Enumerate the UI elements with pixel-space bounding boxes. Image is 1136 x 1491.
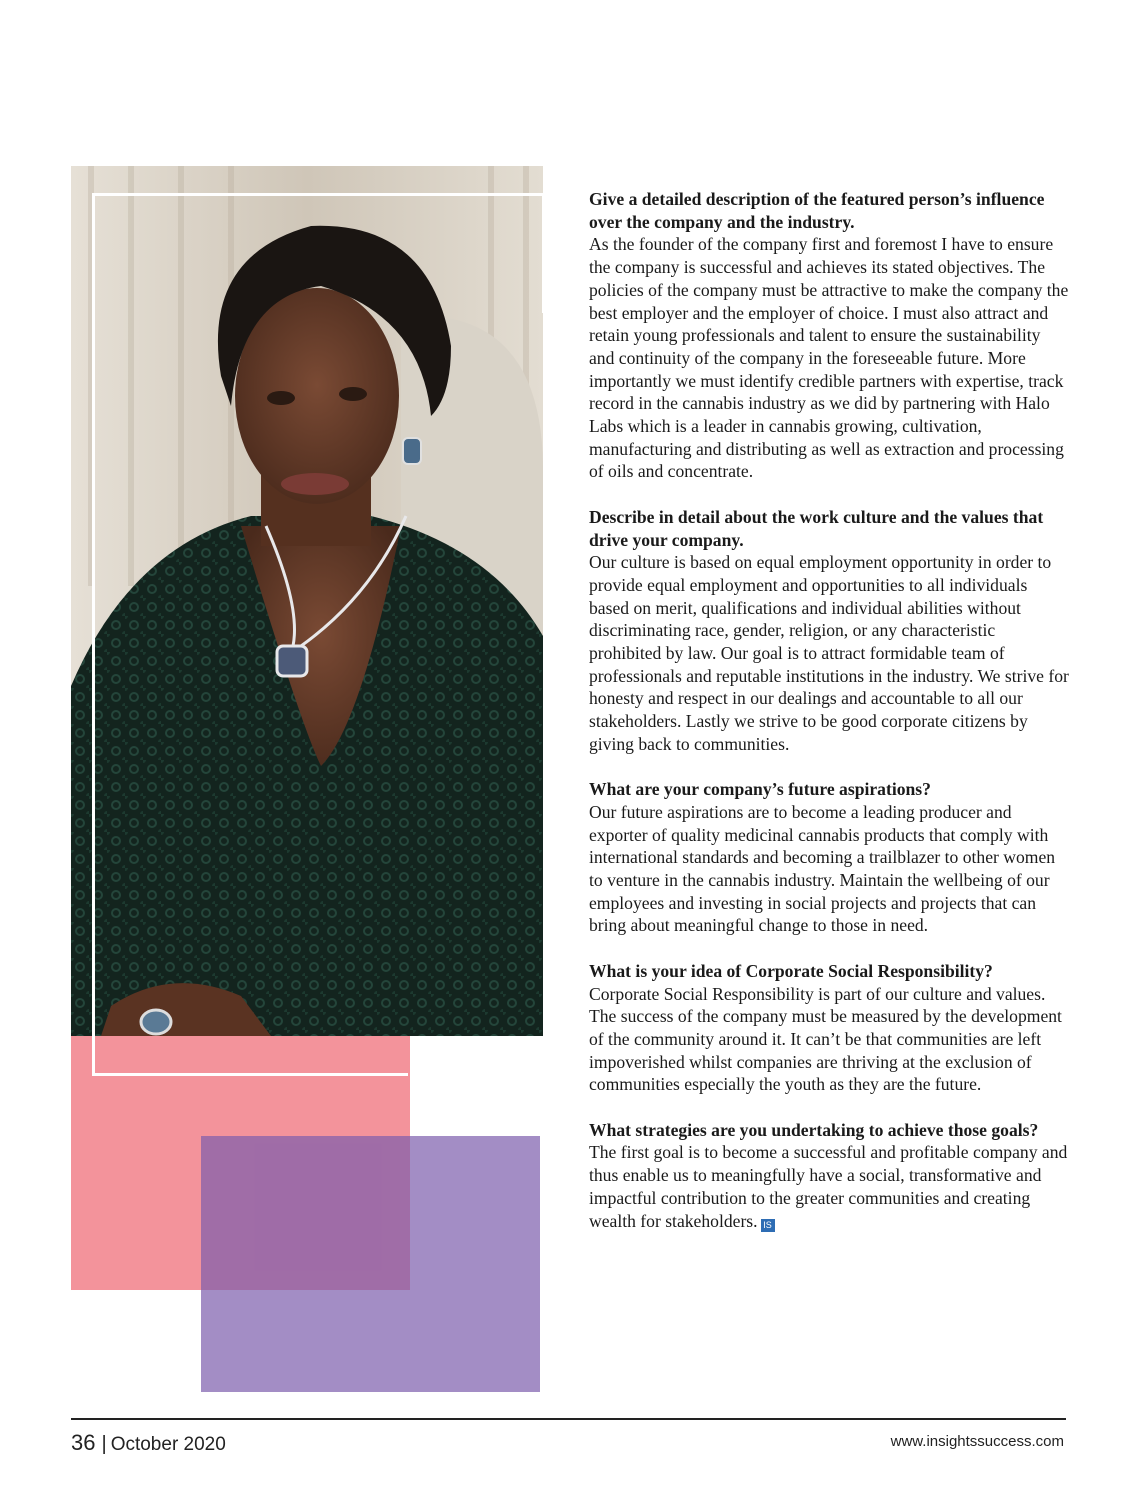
answer-paragraph: Our future aspirations are to become a leading producer and exporter of quality medicinal cannabis products that comply with international standards and becoming a trailblazer to other women to venture in the cannabis industry. Maintain the wellbeing of our employees and investing in social projects and projects that can bring about meaningful change to those in need. <box>589 801 1056 936</box>
end-of-article-icon: IS <box>761 1219 775 1232</box>
question-heading: What are your company’s future aspirations? <box>589 779 931 800</box>
answer-paragraph: Our culture is based on equal employment opportunity in order to provide equal employment and opportunities to all individuals based on merit, qualifications and individual abilities without discriminating race, gender, religion, or any characteristic prohibited by law. Our goal is to attract formidable team of professionals and reputable institutions in the industry. We strive for honesty and respect in our dealings and accountable to all our stakeholders. Lastly we strive to be good corporate citizens by giving back to communities. <box>589 552 1069 754</box>
question-heading: What strategies are you undertaking to achieve those goals? <box>589 1119 1039 1140</box>
answer-paragraph: As the founder of the company first and foremost I have to ensure the company is successful and achieves its stated objectives. The policies of the company must be attractive to make the company the best employer and the employer of choice. I must also attract and retain young professionals and talent to ensure the sustainability and continuity of the company in the foreseeable future. More importantly we must identify credible partners with expertise, track record in the cannabis industry as we did by partnering with Halo Labs which is a leader in cannabis growing, cultivation, manufacturing and distributing as well as extraction and processing of oils and concentrate. <box>589 234 1069 482</box>
page-number: 36 <box>71 1430 96 1455</box>
decor-white-frame <box>92 193 408 1076</box>
qa-section <box>589 506 1069 756</box>
answer-text: The first goal is to become a successful and profitable company and thus enable us to meaningfully have a social, transformative and impactful contribution to the greater communities and creating wealth for stakeholders. <box>589 1142 1068 1231</box>
footer-separator: | <box>101 1433 107 1455</box>
question-heading: Describe in detail about the work culture and the values that drive your company. <box>589 506 1044 550</box>
qa-section <box>589 778 1069 937</box>
answer-paragraph: Corporate Social Responsibility is part of our culture and values. The success of the company must be measured by the development of the community around it. It can’t be that communities are left impoverished whilst companies are thriving at the exclusion of communities especially the youth as they are the future. <box>589 983 1062 1095</box>
issue-date: October 2020 <box>110 1434 226 1455</box>
question-heading: What is your idea of Corporate Social Responsibility? <box>589 960 993 981</box>
decor-purple-block <box>201 1136 540 1392</box>
decor-white-frame-right <box>542 193 545 313</box>
answer-paragraph <box>589 1141 1069 1232</box>
website-link[interactable]: www.insightssuccess.com <box>890 1433 1064 1450</box>
qa-section <box>589 188 1069 483</box>
question-heading: Give a detailed description of the featured person’s influence over the company and the industry. <box>589 189 1045 232</box>
qa-section <box>589 960 1069 1096</box>
decor-white-frame-top <box>92 193 545 196</box>
qa-section <box>589 1119 1069 1233</box>
article-body <box>589 188 1069 1255</box>
footer-page-info <box>71 1430 226 1456</box>
footer-divider <box>71 1418 1066 1420</box>
